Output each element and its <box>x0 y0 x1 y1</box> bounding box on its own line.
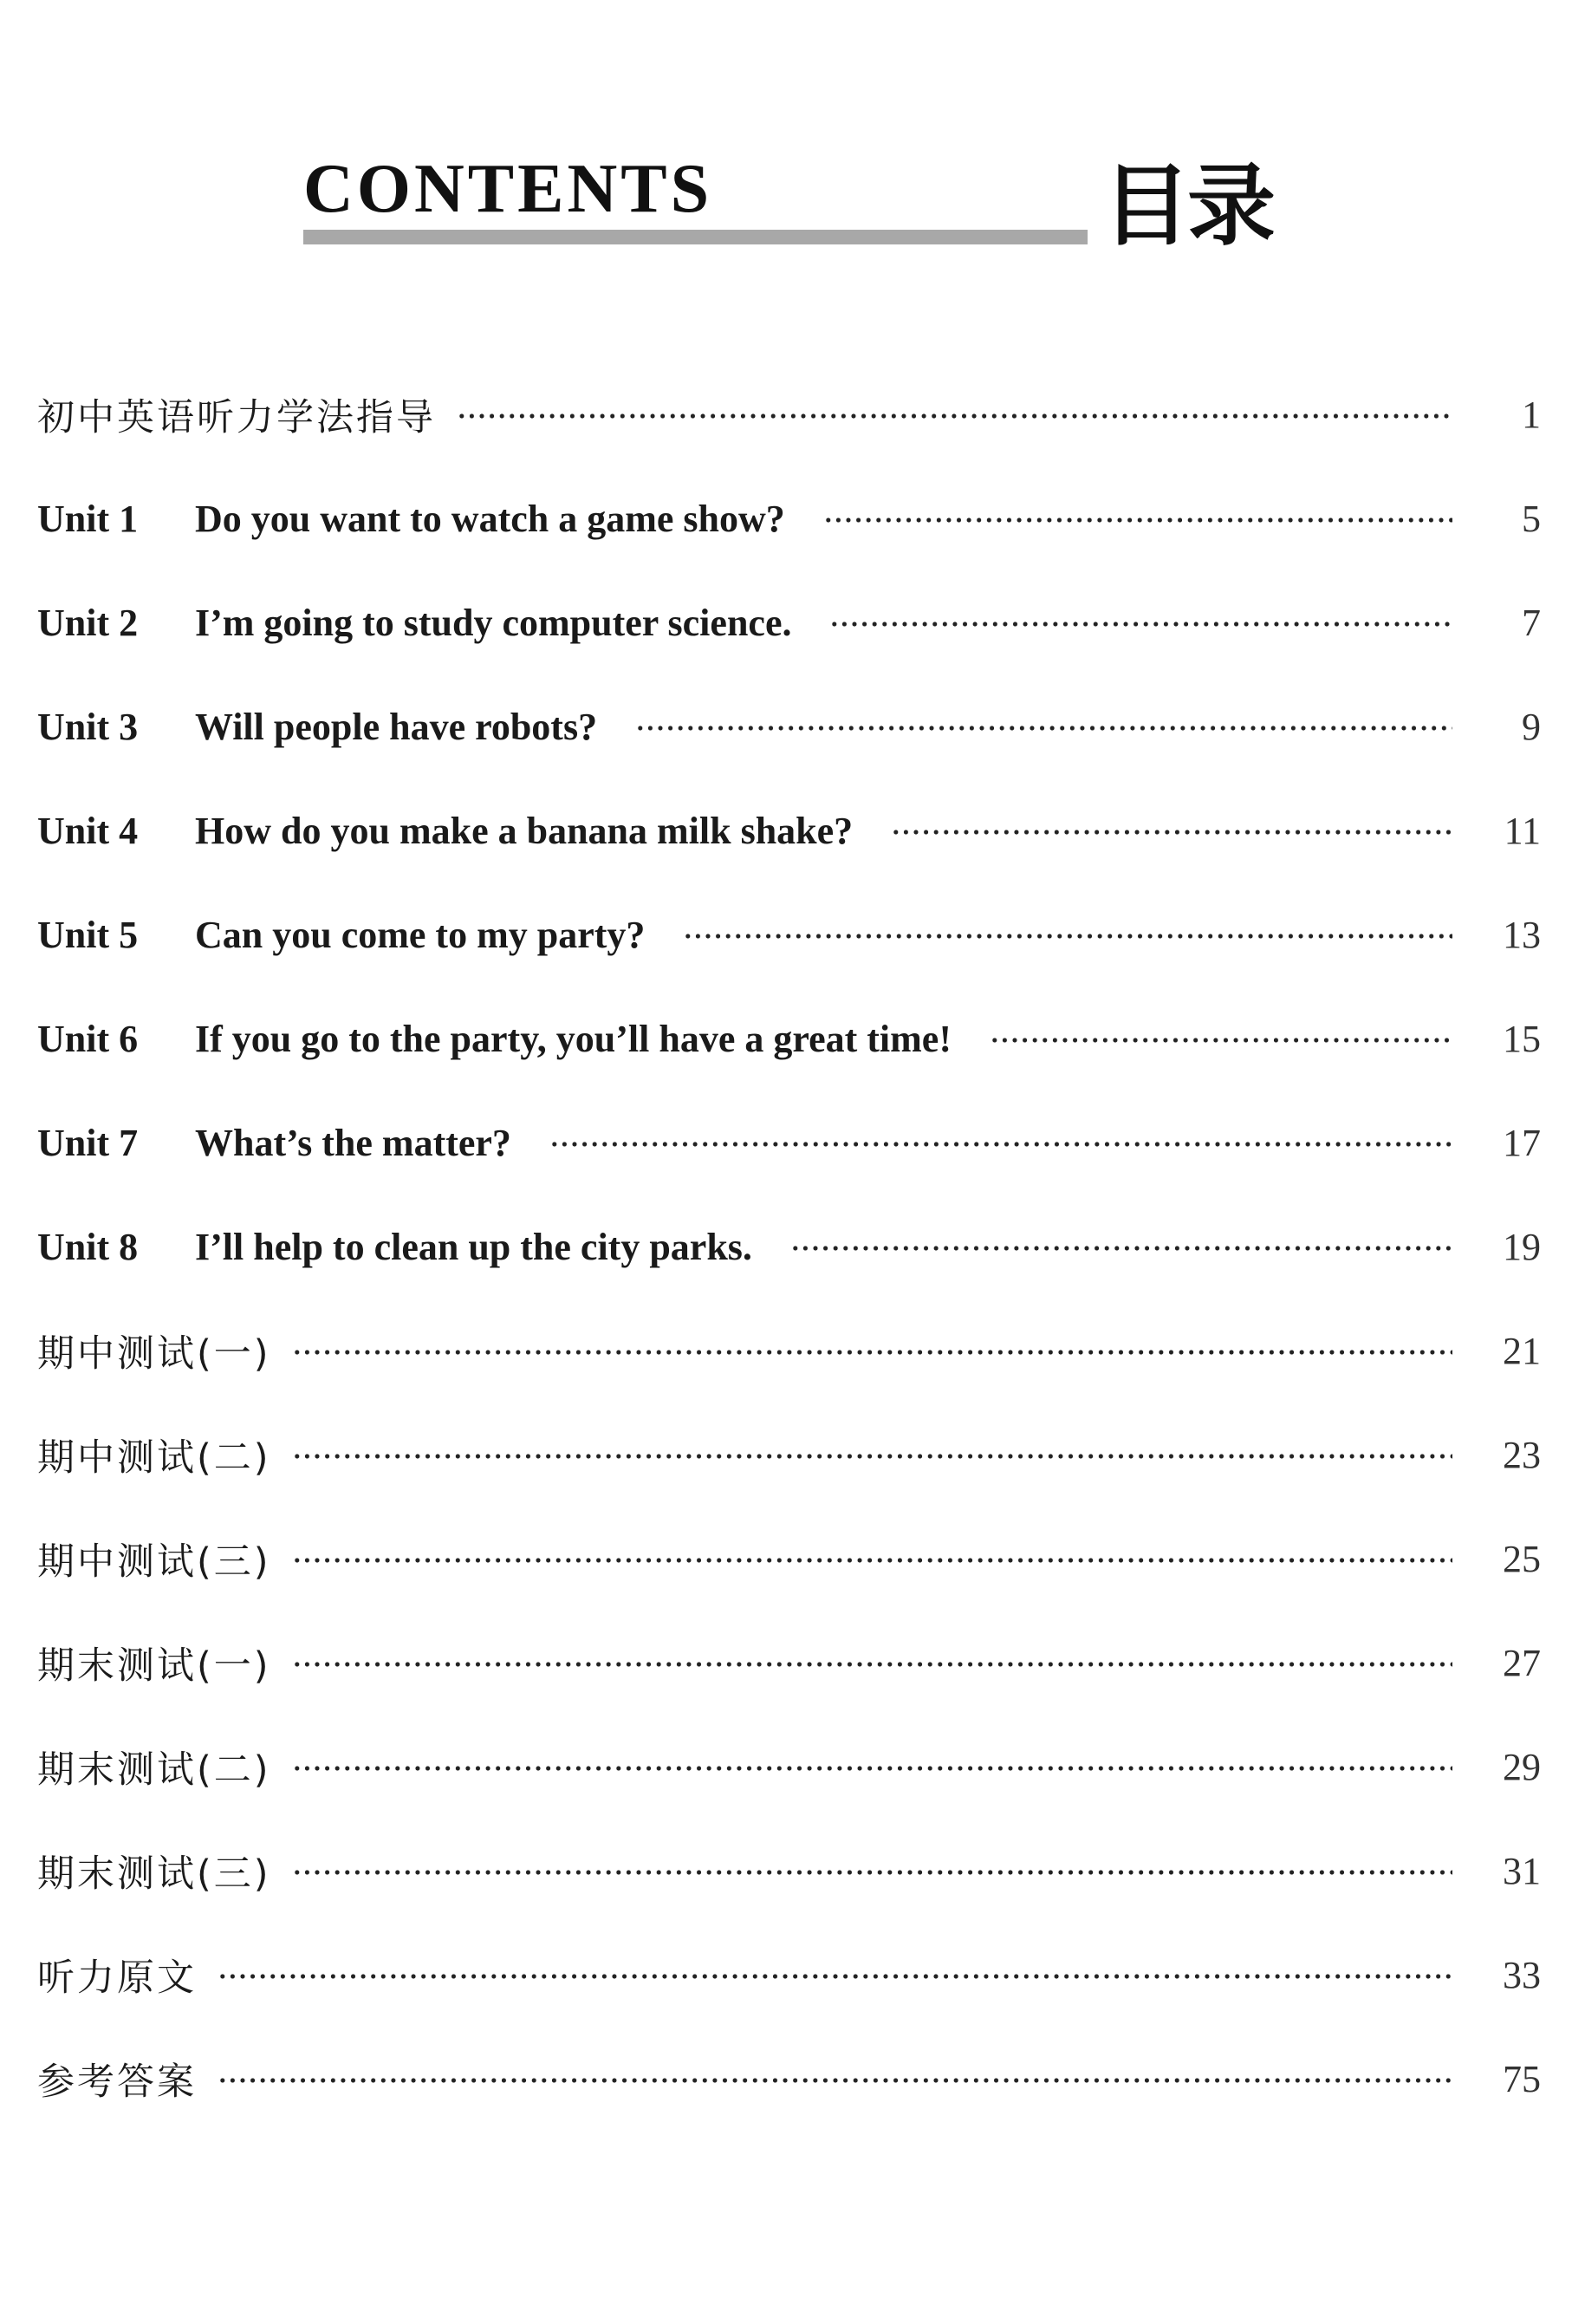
toc-entry-title: 初中英语听力学法指导 <box>37 395 436 439</box>
toc-entry-title: If you go to the party, you’ll have a great time! <box>195 1017 952 1060</box>
dot-leader <box>635 726 1452 731</box>
toc-page-number: 33 <box>1503 1953 1541 1996</box>
dot-leader <box>292 1454 1452 1459</box>
toc-entry-title: 参考答案 <box>37 2060 197 2104</box>
toc-page-number: 9 <box>1522 705 1541 748</box>
dot-leader <box>990 1038 1452 1043</box>
toc-entry[interactable] <box>37 1819 1541 1923</box>
dot-leader <box>218 2078 1452 2083</box>
toc-page-number: 21 <box>1503 1329 1541 1372</box>
dot-leader <box>829 622 1452 627</box>
toc-unit-label: Unit 5 <box>37 913 139 956</box>
toc-unit-label: Unit 6 <box>37 1017 139 1060</box>
header-underline-bar <box>303 230 1088 244</box>
toc-entry-title: 听力原文 <box>37 1956 197 2000</box>
toc-entry[interactable] <box>37 2027 1541 2131</box>
dot-leader <box>891 830 1452 835</box>
dot-leader <box>292 1662 1452 1667</box>
toc-page-number: 27 <box>1503 1641 1541 1684</box>
toc-page-number: 11 <box>1504 809 1541 852</box>
toc-entry-title: Will people have robots? <box>195 705 598 748</box>
contents-heading: CONTENTS <box>303 151 713 227</box>
toc-entry-title: 期中测试(一) <box>37 1331 271 1376</box>
toc-page-number: 31 <box>1503 1849 1541 1892</box>
toc-entry-title: 期末测试(一) <box>37 1644 271 1688</box>
toc-page-number: 13 <box>1503 913 1541 956</box>
toc-entry[interactable] <box>37 1611 1541 1715</box>
toc-entry-title: 期中测试(二) <box>37 1435 271 1480</box>
toc-page-number: 29 <box>1503 1745 1541 1788</box>
toc-entry-title: Do you want to watch a game show? <box>195 497 785 540</box>
toc-unit-label: Unit 7 <box>37 1121 139 1164</box>
mulu-heading: 目录 <box>1102 155 1272 258</box>
toc-entry[interactable] <box>37 674 1541 778</box>
toc-entry[interactable] <box>37 1090 1541 1195</box>
toc-entry[interactable] <box>37 1507 1541 1611</box>
dot-leader <box>683 934 1452 939</box>
toc-entry[interactable] <box>37 986 1541 1090</box>
toc-page-number: 7 <box>1522 601 1541 644</box>
toc-entry[interactable] <box>37 882 1541 986</box>
toc-entry[interactable] <box>37 1923 1541 2027</box>
toc-entry[interactable] <box>37 466 1541 570</box>
dot-leader <box>292 1870 1452 1875</box>
toc-entry[interactable] <box>37 1299 1541 1403</box>
toc-entry-title: I’m going to study computer science. <box>195 601 792 644</box>
toc-entry[interactable] <box>37 1195 1541 1299</box>
toc-entry-title: 期末测试(二) <box>37 1748 271 1792</box>
toc-page-number: 5 <box>1522 497 1541 540</box>
toc-entry-title: 期中测试(三) <box>37 1540 271 1584</box>
toc-entry[interactable] <box>37 570 1541 674</box>
dot-leader <box>457 413 1452 419</box>
toc-page-number: 17 <box>1503 1121 1541 1164</box>
toc-page-number: 75 <box>1503 2057 1541 2100</box>
toc-page-number: 15 <box>1503 1017 1541 1060</box>
toc-entry-title: How do you make a banana milk shake? <box>195 809 854 852</box>
toc-entry[interactable] <box>37 362 1541 466</box>
dot-leader <box>292 1350 1452 1355</box>
toc-entry[interactable] <box>37 1403 1541 1507</box>
toc-entry-title: I’ll help to clean up the city parks. <box>195 1225 752 1268</box>
toc-entry[interactable] <box>37 1715 1541 1819</box>
toc-entry-title: What’s the matter? <box>195 1121 511 1164</box>
dot-leader <box>292 1766 1452 1771</box>
toc-entry-title: 期末测试(三) <box>37 1852 271 1896</box>
toc-unit-label: Unit 4 <box>37 809 139 852</box>
table-of-contents <box>37 362 1541 2131</box>
dot-leader <box>823 518 1452 523</box>
toc-page-number: 23 <box>1503 1433 1541 1476</box>
toc-page-number: 25 <box>1503 1537 1541 1580</box>
toc-unit-label: Unit 8 <box>37 1225 139 1268</box>
dot-leader <box>218 1974 1452 1979</box>
toc-unit-label: Unit 2 <box>37 601 139 644</box>
toc-page-number: 19 <box>1503 1225 1541 1268</box>
dot-leader <box>549 1142 1452 1147</box>
toc-unit-label: Unit 1 <box>37 497 139 540</box>
toc-unit-label: Unit 3 <box>37 705 139 748</box>
toc-entry[interactable] <box>37 778 1541 882</box>
dot-leader <box>292 1558 1452 1563</box>
toc-page-number: 1 <box>1522 393 1541 436</box>
dot-leader <box>790 1246 1452 1251</box>
page-header <box>0 0 1585 277</box>
toc-entry-title: Can you come to my party? <box>195 913 646 956</box>
